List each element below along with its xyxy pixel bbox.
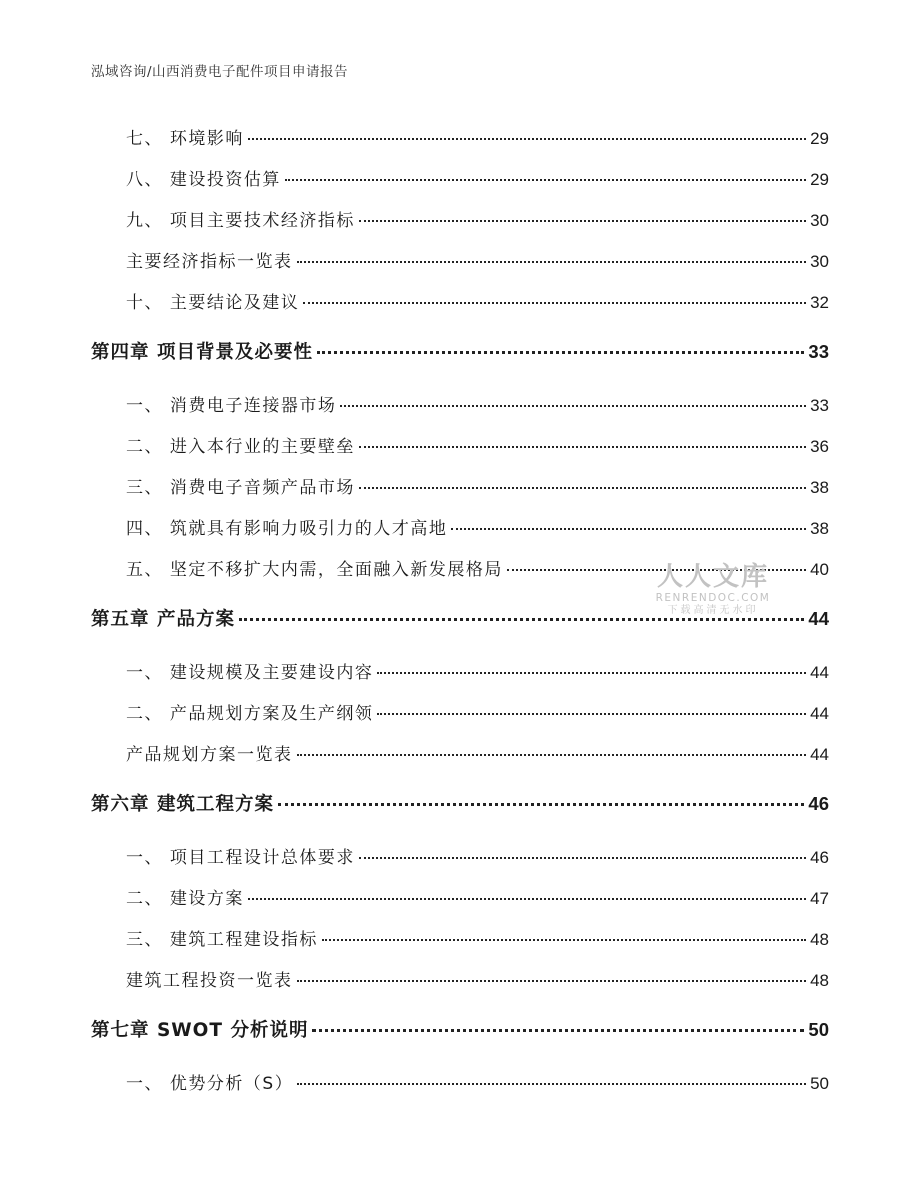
toc-chapter-label: 第七章 SWOT 分析说明 xyxy=(91,1020,309,1041)
toc-entry-page: 38 xyxy=(810,519,829,538)
toc-entry-label: 八、 建设投资估算 xyxy=(126,170,281,190)
dot-leader xyxy=(359,857,806,859)
toc-chapter-entry[interactable] xyxy=(91,605,829,631)
toc-entry-label: 七、 环境影响 xyxy=(126,129,244,149)
toc-entry-label: 二、 进入本行业的主要壁垒 xyxy=(126,437,355,457)
dot-leader xyxy=(312,1029,804,1032)
toc-chapter-label: 第四章 项目背景及必要性 xyxy=(91,342,313,363)
toc-entry[interactable] xyxy=(126,206,829,230)
toc-chapter-entry[interactable] xyxy=(91,790,829,816)
dot-leader xyxy=(322,939,806,941)
dot-leader xyxy=(239,618,804,621)
toc-entry-page: 44 xyxy=(810,745,829,764)
toc-entry-label: 三、 消费电子音频产品市场 xyxy=(126,478,355,498)
toc-chapter-page: 33 xyxy=(808,341,829,362)
toc-entry[interactable] xyxy=(126,288,829,312)
toc-entry-label: 二、 建设方案 xyxy=(126,889,244,909)
toc-entry-page: 33 xyxy=(810,396,829,415)
toc-entry-label: 一、 建设规模及主要建设内容 xyxy=(126,663,374,683)
toc-entry-page: 48 xyxy=(810,971,829,990)
toc-chapter-page: 44 xyxy=(808,608,829,629)
toc-entry-label: 产品规划方案一览表 xyxy=(126,745,293,765)
toc-chapter-page: 46 xyxy=(808,793,829,814)
toc-entry-page: 30 xyxy=(810,252,829,271)
dot-leader xyxy=(297,980,807,982)
toc-entry[interactable] xyxy=(126,391,829,415)
toc-entry-label: 建筑工程投资一览表 xyxy=(126,971,293,991)
watermark-title: 人人文库 xyxy=(656,562,769,592)
toc-entry[interactable] xyxy=(126,740,829,764)
toc-chapter-page: 50 xyxy=(808,1019,829,1040)
toc-entry[interactable] xyxy=(126,966,829,990)
watermark-domain: RENRENDOC.COM xyxy=(655,592,771,604)
toc-entry[interactable] xyxy=(126,555,829,579)
toc-entry[interactable] xyxy=(126,843,829,867)
toc-entry-label: 三、 建筑工程建设指标 xyxy=(126,930,318,950)
toc-entry-page: 38 xyxy=(810,478,829,497)
toc-entry-page: 47 xyxy=(810,889,829,908)
toc-entry-label: 十、 主要结论及建议 xyxy=(126,293,300,313)
toc-entry[interactable] xyxy=(126,884,829,908)
toc-entry[interactable] xyxy=(126,247,829,271)
dot-leader xyxy=(297,1083,806,1085)
toc-entry-page: 36 xyxy=(810,437,829,456)
dot-leader xyxy=(340,405,806,407)
dot-leader xyxy=(303,302,806,304)
toc-entry[interactable] xyxy=(126,165,829,189)
toc-entry-page: 48 xyxy=(810,930,829,949)
toc-entry-page: 46 xyxy=(810,848,829,867)
dot-leader xyxy=(285,179,806,181)
toc-entry-page: 29 xyxy=(810,129,829,148)
toc-entry-page: 40 xyxy=(810,560,829,579)
dot-leader xyxy=(359,446,806,448)
watermark-slogan: 下载高清无水印 xyxy=(667,605,759,616)
toc-entry-page: 32 xyxy=(810,293,829,312)
toc-entry[interactable] xyxy=(126,124,829,148)
toc-entry[interactable] xyxy=(126,514,829,538)
toc-entry-page: 44 xyxy=(810,704,829,723)
toc-chapter-label: 第五章 产品方案 xyxy=(91,609,235,630)
toc-entry-page: 30 xyxy=(810,211,829,230)
dot-leader xyxy=(297,754,807,756)
toc-entry[interactable] xyxy=(126,658,829,682)
dot-leader xyxy=(297,261,807,263)
toc-chapter-entry[interactable] xyxy=(91,1016,829,1042)
toc-entry-label: 二、 产品规划方案及生产纲领 xyxy=(126,704,374,724)
toc-entry[interactable] xyxy=(126,473,829,497)
toc-chapter-label: 第六章 建筑工程方案 xyxy=(91,794,274,815)
dot-leader xyxy=(507,569,806,571)
toc-entry[interactable] xyxy=(126,432,829,456)
dot-leader xyxy=(278,803,804,806)
toc-entry-label: 一、 消费电子连接器市场 xyxy=(126,396,337,416)
toc-entry[interactable] xyxy=(126,699,829,723)
document-header: 泓域咨询/山西消费电子配件项目申请报告 xyxy=(91,64,349,80)
toc-entry-label: 一、 优势分析（S） xyxy=(126,1074,294,1094)
toc-entry-page: 29 xyxy=(810,170,829,189)
toc-entry-page: 50 xyxy=(810,1074,829,1093)
toc-entry-page: 44 xyxy=(810,663,829,682)
dot-leader xyxy=(359,220,806,222)
toc-entry-label: 五、 坚定不移扩大内需，全面融入新发展格局 xyxy=(126,560,503,580)
toc-entry-label: 四、 筑就具有影响力吸引力的人才高地 xyxy=(126,519,448,539)
toc-entry-label: 一、 项目工程设计总体要求 xyxy=(126,848,355,868)
dot-leader xyxy=(359,487,806,489)
dot-leader xyxy=(451,528,806,530)
toc-entry-label: 主要经济指标一览表 xyxy=(126,252,293,272)
dot-leader xyxy=(377,672,806,674)
dot-leader xyxy=(377,713,806,715)
dot-leader xyxy=(248,138,806,140)
dot-leader xyxy=(248,898,806,900)
toc-entry[interactable] xyxy=(126,925,829,949)
toc-entry-label: 九、 项目主要技术经济指标 xyxy=(126,211,355,231)
toc-chapter-entry[interactable] xyxy=(91,338,829,364)
dot-leader xyxy=(317,351,804,354)
toc-entry[interactable] xyxy=(126,1069,829,1093)
